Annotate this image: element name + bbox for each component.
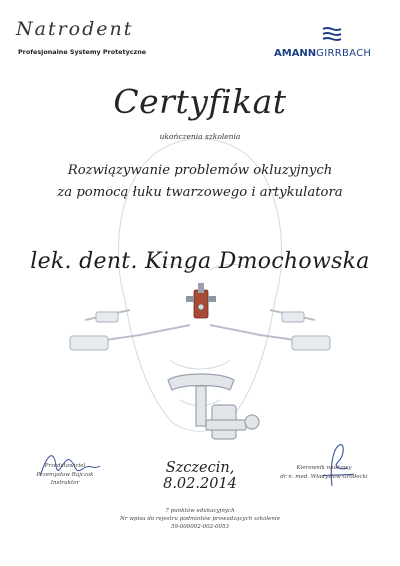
left-signature-role: Przedstawiciel [44,463,86,469]
course-name [40,160,360,204]
amanngirrbach-logo [274,26,392,62]
registry-number: 59-000002-002-0053 [170,524,230,530]
course-line-1: Rozwiązywanie problemów okluzyjnych [67,163,333,178]
right-signature-name: dr n. med. Władysław Grodecki [280,473,368,480]
points-line: 7 punktów edukacyjnych [165,508,235,514]
left-signature-name: Przemysław Rajczak [36,471,94,478]
right-signature-role: Kierownik naukowy [296,465,352,471]
natrodent-logo [12,18,172,66]
left-signature-title: Instruktor [50,480,80,486]
natrodent-tagline: Profesjonalne Systemy Protetyczne [18,48,147,56]
right-signature-block [268,464,380,481]
amanngirrbach-wordmark [274,48,392,59]
left-signature-block [22,462,108,488]
registry-line: Nr wpisu do rejestru podmiotów prowadzących szkolenie [120,516,280,522]
amanngirrbach-waves-icon [322,26,342,44]
certificate-title: Certyfikat [113,82,287,121]
education-points-note [100,507,300,531]
place-date: Szczecin, 8.02.2014 [163,460,237,492]
certificate-subtitle: ukończenia szkolenia [159,132,241,141]
natrodent-wordmark: Natrodent [16,18,134,40]
brand-bold: AMANN [274,48,317,59]
course-line-2: za pomocą łuku twarzowego i artykulatora [57,185,343,200]
brand-light: GIRRBACH [316,48,372,59]
recipient-name: lek. dent. Kinga Dmochowska [30,249,370,274]
